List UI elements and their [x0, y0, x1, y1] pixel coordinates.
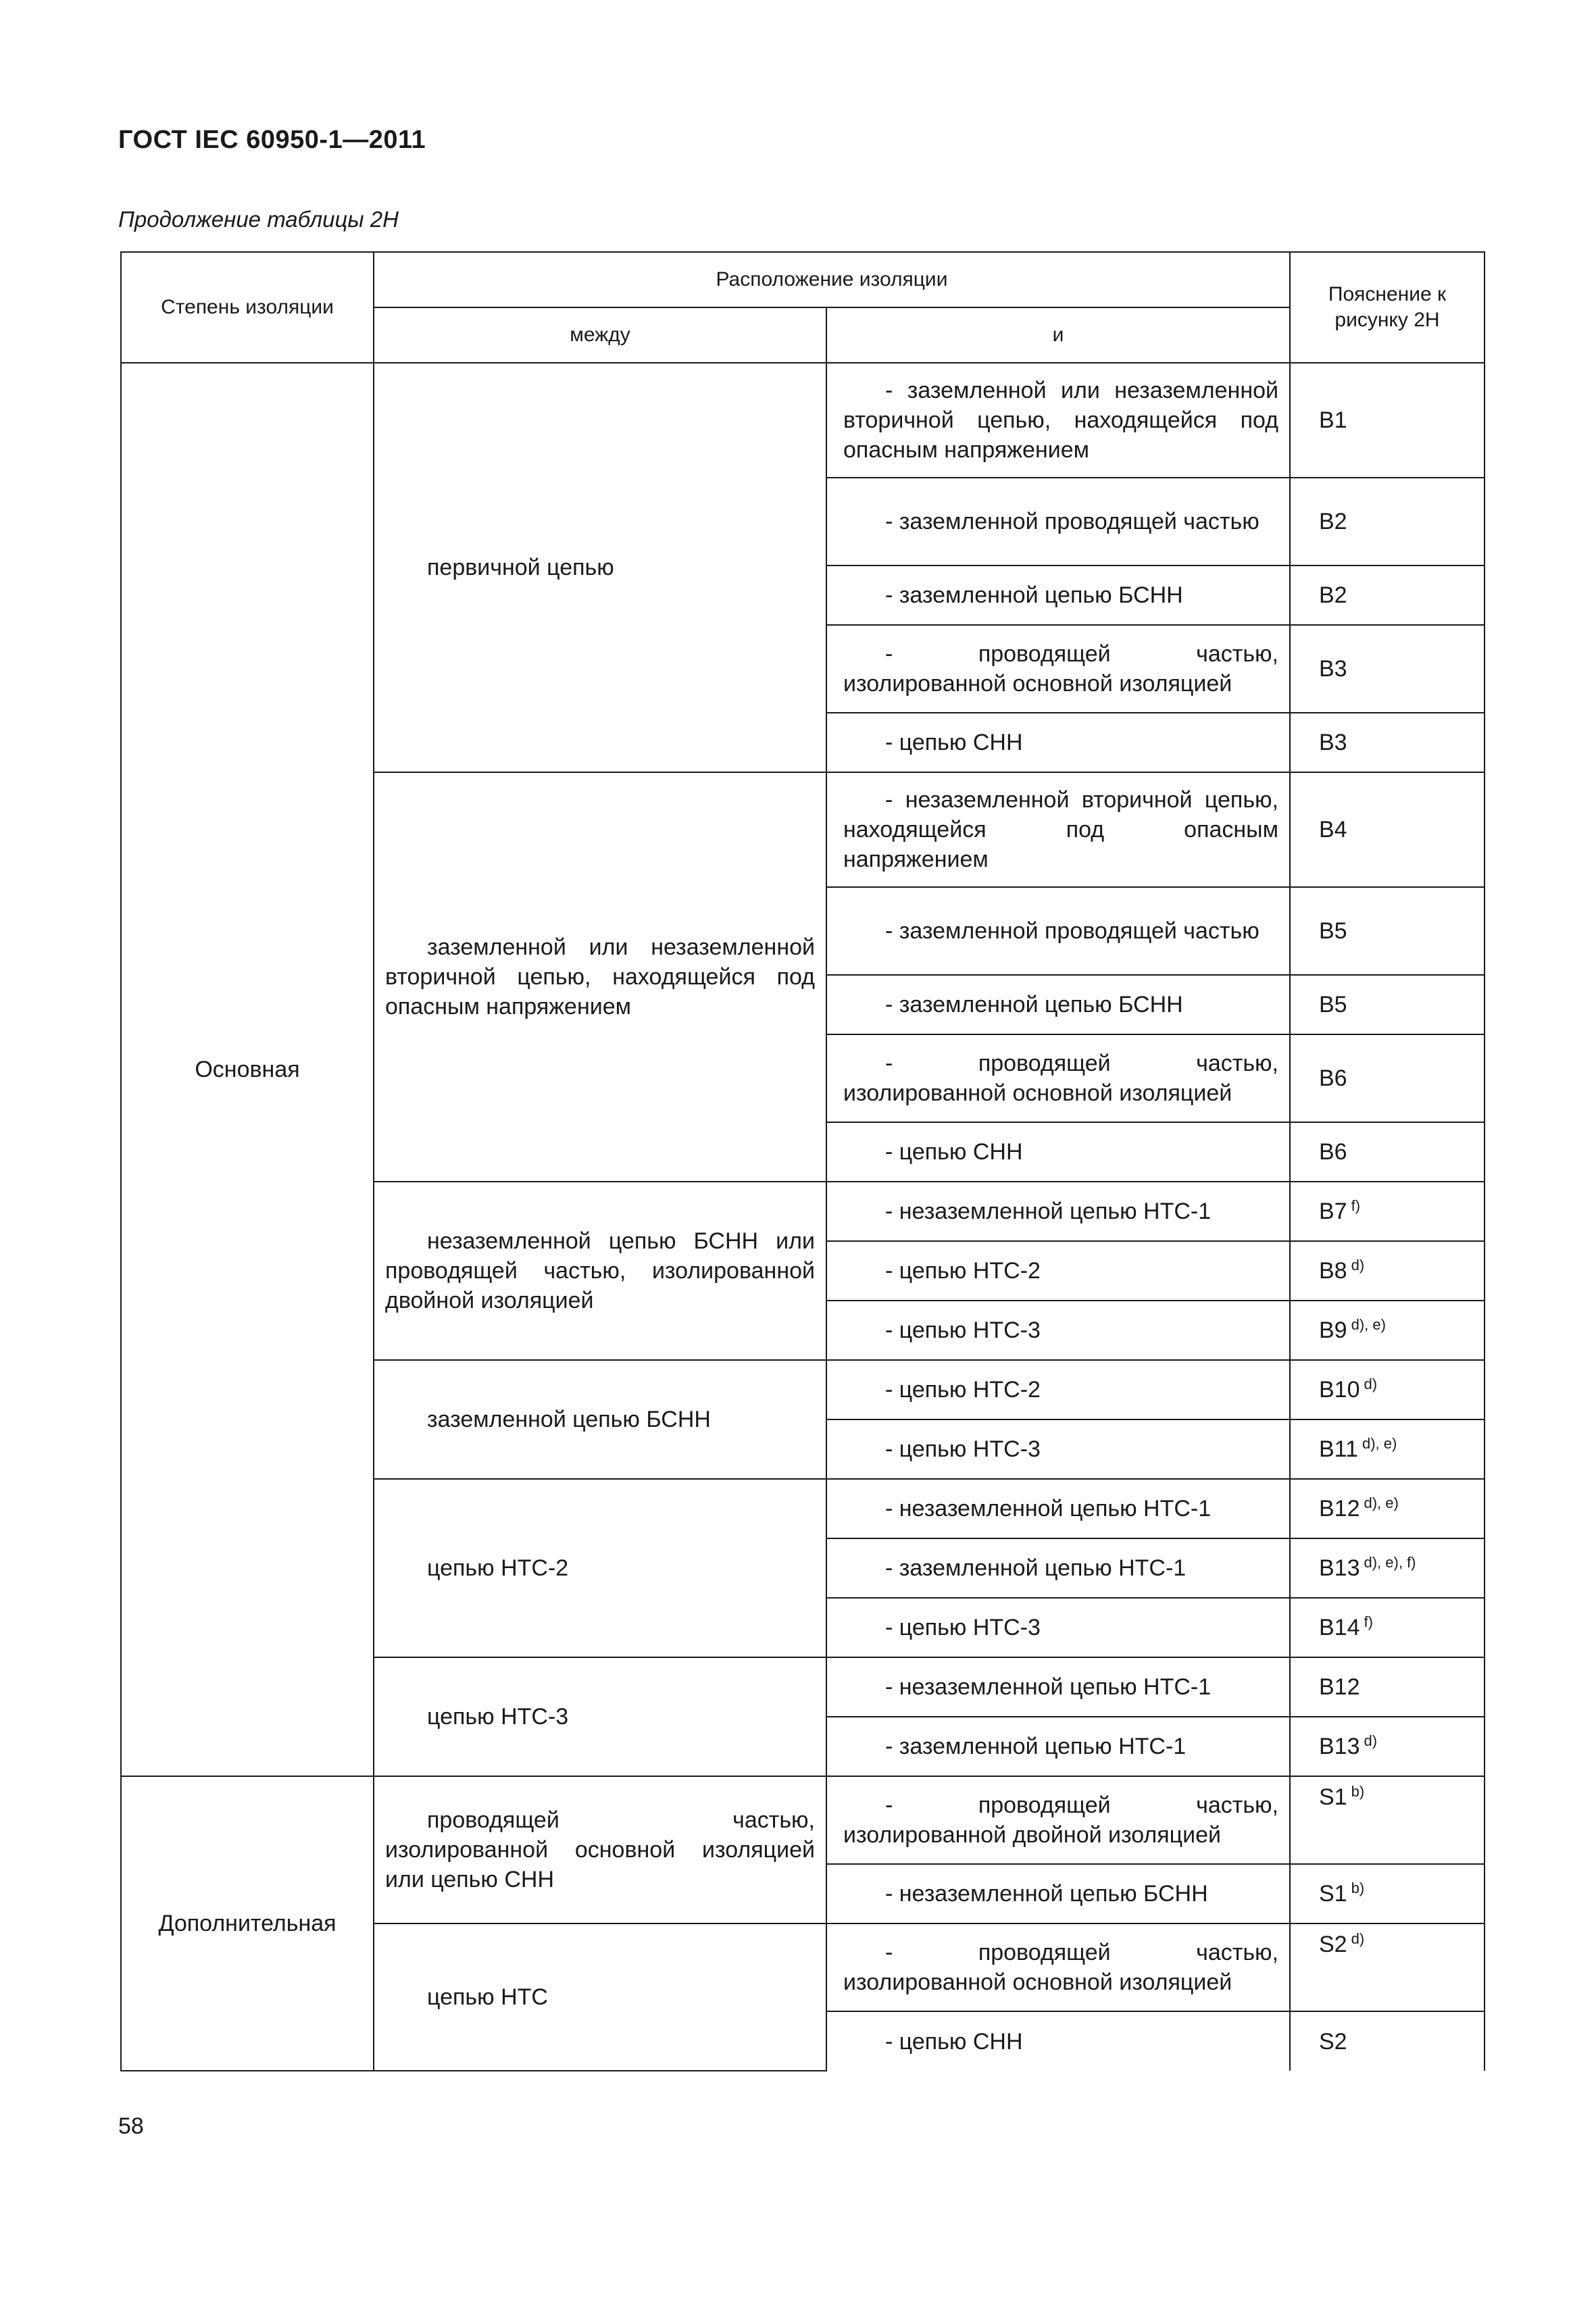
and-cell	[826, 478, 1290, 565]
and-cell	[826, 1034, 1290, 1122]
footnote-marker: d), e)	[1364, 1494, 1399, 1511]
explanation-cell	[1290, 887, 1485, 975]
explanation-cell	[1290, 2011, 1485, 2071]
and-text: - проводящей частью, изолированной основной изоляцией	[843, 1051, 1278, 1106]
explanation-ref: B10	[1319, 1377, 1360, 1403]
and-cell	[826, 1122, 1290, 1182]
and-cell	[826, 1717, 1290, 1776]
and-cell	[826, 772, 1290, 887]
and-cell	[826, 1657, 1290, 1717]
and-text: - цепью НТС-3	[885, 1317, 1041, 1343]
and-cell	[826, 1479, 1290, 1538]
and-text: - цепью НТС-3	[885, 1615, 1041, 1640]
table-row	[121, 1776, 1485, 1864]
and-text: - проводящей частью, изолированной основной изоляцией	[843, 1940, 1278, 1995]
and-cell	[826, 625, 1290, 713]
between-cell	[374, 1657, 826, 1776]
explanation-ref: B11	[1319, 1436, 1358, 1462]
explanation-cell	[1290, 975, 1485, 1034]
footnote-marker: d)	[1351, 1256, 1365, 1274]
explanation-ref: B2	[1319, 509, 1347, 534]
and-text: - незаземленной цепью НТС-1	[885, 1199, 1212, 1224]
explanation-ref: B4	[1319, 817, 1347, 842]
footnote-marker: d)	[1351, 1930, 1365, 1947]
explanation-ref: B9	[1319, 1317, 1347, 1343]
explanation-cell	[1290, 478, 1485, 565]
explanation-ref: B3	[1319, 730, 1347, 755]
and-cell	[826, 363, 1290, 478]
explanation-cell	[1290, 772, 1485, 887]
between-text: заземленной или незаземленной вторичной цепью, находящейся под опасным напряжением	[385, 934, 815, 1020]
explanation-cell	[1290, 1360, 1485, 1419]
and-text: - цепью СНН	[885, 2028, 1023, 2055]
between-text: первичной цепью	[427, 555, 614, 580]
between-text: цепью НТС-3	[427, 1704, 569, 1730]
table-row	[121, 363, 1485, 478]
explanation-ref: B12	[1319, 1674, 1360, 1700]
and-text: - незаземленной цепью НТС-1	[885, 1674, 1212, 1700]
footnote-marker: d), e), f)	[1364, 1553, 1416, 1571]
explanation-cell	[1290, 1717, 1485, 1776]
footnote-marker: d)	[1364, 1732, 1378, 1749]
and-text: - цепью НТС-2	[885, 1377, 1041, 1403]
explanation-ref: B12	[1319, 1496, 1360, 1521]
table-body	[121, 363, 1485, 2071]
footnote-marker: b)	[1351, 1782, 1365, 1800]
explanation-cell	[1290, 1657, 1485, 1717]
explanation-cell	[1290, 713, 1485, 772]
and-cell	[826, 975, 1290, 1034]
between-cell	[374, 1479, 826, 1657]
and-cell	[826, 1538, 1290, 1598]
and-cell	[826, 1864, 1290, 1923]
header-degree: Степень изоляции	[121, 252, 374, 363]
footnote-marker: d), e)	[1351, 1315, 1386, 1333]
explanation-ref: S1	[1319, 1881, 1347, 1907]
and-cell	[826, 1301, 1290, 1360]
insulation-table	[120, 251, 1485, 2071]
and-cell	[826, 1182, 1290, 1241]
and-text: - незаземленной вторичной цепью, находящейся под опасным напряжением	[843, 787, 1278, 872]
explanation-cell	[1290, 1598, 1485, 1657]
header-between: между	[374, 307, 826, 363]
header-location: Расположение изоляции	[374, 252, 1290, 307]
explanation-cell	[1290, 1419, 1485, 1479]
and-cell	[826, 1923, 1290, 2011]
explanation-cell	[1290, 1538, 1485, 1598]
explanation-ref: S1	[1319, 1784, 1347, 1810]
explanation-ref: B8	[1319, 1258, 1347, 1284]
explanation-cell	[1290, 1776, 1485, 1864]
document-header: ГОСТ IEC 60950-1—2011	[118, 126, 426, 154]
explanation-cell	[1290, 363, 1485, 478]
header-and: и	[826, 307, 1290, 363]
and-text: - заземленной цепью НТС-1	[885, 1555, 1187, 1581]
explanation-ref: S2	[1319, 2028, 1347, 2055]
explanation-ref: B2	[1319, 582, 1347, 608]
explanation-cell	[1290, 565, 1485, 625]
explanation-cell	[1290, 1182, 1485, 1241]
and-cell	[826, 1360, 1290, 1419]
and-cell	[826, 713, 1290, 772]
between-cell	[374, 1776, 826, 1923]
explanation-ref: B14	[1319, 1615, 1360, 1640]
and-text: - заземленной проводящей частью	[885, 918, 1260, 944]
and-cell	[826, 2011, 1290, 2071]
explanation-cell	[1290, 1241, 1485, 1301]
footnote-marker: d), e)	[1362, 1434, 1397, 1452]
explanation-ref: B7	[1319, 1199, 1347, 1224]
and-cell	[826, 887, 1290, 975]
and-text: - проводящей частью, изолированной двойной изоляцией	[843, 1792, 1278, 1848]
explanation-ref: B5	[1319, 918, 1347, 944]
and-text: - заземленной цепью БСНН	[885, 992, 1183, 1017]
between-text: цепью НТС	[427, 1984, 548, 2010]
and-text: - цепью НТС-2	[885, 1258, 1041, 1284]
and-cell	[826, 1419, 1290, 1479]
page-number: 58	[118, 2113, 144, 2139]
between-cell	[374, 772, 826, 1182]
and-cell	[826, 1776, 1290, 1864]
explanation-ref: B1	[1319, 407, 1347, 433]
explanation-cell	[1290, 1864, 1485, 1923]
explanation-cell	[1290, 1122, 1485, 1182]
between-text: проводящей частью, изолированной основной изоляцией или цепью СНН	[385, 1807, 815, 1892]
explanation-ref: B13	[1319, 1734, 1360, 1759]
and-cell	[826, 1241, 1290, 1301]
and-text: - заземленной или незаземленной вторичной цепью, находящейся под опасным напряжением	[843, 378, 1278, 463]
degree-cell: Основная	[121, 363, 374, 1776]
between-text: заземленной цепью БСНН	[427, 1407, 711, 1432]
explanation-ref: B5	[1319, 992, 1347, 1017]
explanation-ref: B3	[1319, 656, 1347, 682]
and-text: - заземленной цепью НТС-1	[885, 1734, 1187, 1759]
and-text: - цепью СНН	[885, 1139, 1023, 1165]
explanation-cell	[1290, 1034, 1485, 1122]
footnote-marker: f)	[1364, 1613, 1373, 1630]
degree-cell: Дополнительная	[121, 1776, 374, 2071]
explanation-cell	[1290, 1923, 1485, 2011]
and-cell	[826, 565, 1290, 625]
table-caption: Продолжение таблицы 2H	[118, 207, 399, 232]
between-cell	[374, 1360, 826, 1479]
footnote-marker: f)	[1351, 1197, 1361, 1214]
and-cell	[826, 1598, 1290, 1657]
footnote-marker: d)	[1364, 1375, 1378, 1392]
between-cell	[374, 363, 826, 772]
and-text: - цепью НТС-3	[885, 1436, 1041, 1462]
header-explanation: Пояснение к рисунку 2H	[1290, 252, 1485, 363]
and-text: - заземленной цепью БСНН	[885, 582, 1183, 608]
footnote-marker: b)	[1351, 1879, 1365, 1896]
and-text: - проводящей частью, изолированной основной изоляцией	[843, 641, 1278, 697]
explanation-ref: S2	[1319, 1932, 1347, 1957]
explanation-cell	[1290, 1479, 1485, 1538]
between-cell	[374, 1923, 826, 2071]
explanation-ref: B13	[1319, 1555, 1360, 1581]
explanation-cell	[1290, 1301, 1485, 1360]
and-text: - заземленной проводящей частью	[885, 509, 1260, 534]
and-text: - незаземленной цепью НТС-1	[885, 1496, 1212, 1521]
between-text: цепью НТС-2	[427, 1555, 569, 1581]
explanation-ref: B6	[1319, 1065, 1347, 1091]
between-cell	[374, 1182, 826, 1360]
and-text: - незаземленной цепью БСНН	[885, 1881, 1208, 1907]
and-text: - цепью СНН	[885, 730, 1023, 755]
explanation-ref: B6	[1319, 1139, 1347, 1165]
between-text: незаземленной цепью БСНН или проводящей частью, изолированной двойной изоляцией	[385, 1228, 815, 1313]
explanation-cell	[1290, 625, 1485, 713]
